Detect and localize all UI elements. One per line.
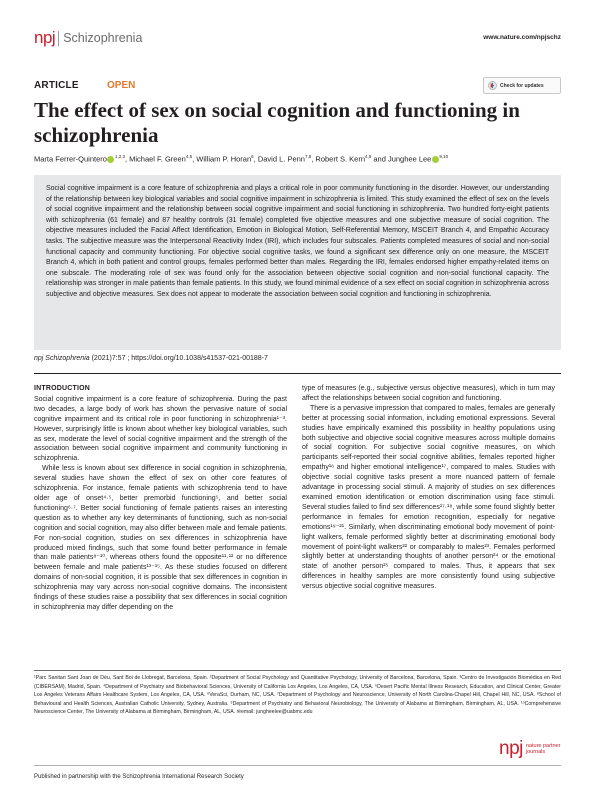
abstract-box <box>34 175 561 350</box>
orcid-icon[interactable] <box>432 156 439 163</box>
citation-journal: npj Schizophrenia <box>34 355 90 362</box>
author-name[interactable]: William P. Horan <box>196 154 252 164</box>
article-type-label: ARTICLE <box>34 80 79 91</box>
npj-footer-logo-mark: npj <box>499 738 523 759</box>
author-name[interactable]: Marta Ferrer-Quintero <box>34 154 107 164</box>
citation-line <box>34 355 268 362</box>
npj-logo-mark: npj <box>34 28 56 47</box>
introduction-heading: INTRODUCTION <box>34 385 91 392</box>
journal-header <box>34 28 561 48</box>
body-paragraph: type of measures (e.g., subjective versus objective measures), which in turn may affect the relationships between social cognition and functioning. <box>302 385 555 402</box>
section-divider <box>34 373 561 374</box>
check-updates-icon <box>488 81 497 90</box>
citation-doi-link[interactable]: (2021)7:57 ; https://doi.org/10.1038/s41537-021-00188-7 <box>89 355 268 362</box>
author-name[interactable]: David L. Penn <box>257 154 305 164</box>
author-name[interactable]: Michael F. Green <box>129 154 186 164</box>
article-title: The effect of sex on social cognition and functioning in schizophrenia <box>34 98 520 147</box>
journal-name: Schizophrenia <box>63 31 143 45</box>
orcid-icon[interactable] <box>107 156 114 163</box>
affiliations-footnote: ¹Parc Sanitari Sant Joan de Déu, Sant Boi de Llobregat, Barcelona, Spain. ²Department of Social Psychology and Quantitative Psychology, University of Barcelona, Barcelona, Spain. ³Centro de Investigación Biomédica en Red (CIBERSAM), Madrid, Spain. ⁴Department of Psychiatry and Biobehavioral Sciences, University of California Los Angeles, Los Angeles, CA, USA. ⁵Desert Pacific Mental Illness Research, Education, and Clinical Center, Greater Los Angeles Veterans Affairs Healthcare System, Los Angeles, CA, USA. ⁶VeraSci, Durham, NC, USA. ⁷Department of Psychology and Neuroscience, University of North Carolina-Chapel Hill, Chapel Hill, NC, USA. ⁸School of Behavioural and Health Sciences, Australian Catholic University, Sydney, Australia. ⁹Department of Psychiatry and Behavioral Neurobiology, The University of Alabama at Birmingham, Birmingham, AL, USA. ¹⁰Comprehensive Neuroscience Center, The University of Alabama at Birmingham, Birmingham, AL, USA. ✉email: jungheelee@uabmc.edu <box>34 675 561 716</box>
abstract-text: Social cognitive impairment is a core feature of schizophrenia and plays a critical role in poor community functioning in the disorder. However, our understanding of the relationship between key biological variables and social cognitive impairment in schizophrenia is limited. This study examined the effect of sex on the levels of social cognitive impairment and the relationship between social cognitive impairment and social functioning in schizophrenia. Two hundred forty-eight patients with schizophrenia (61 female) and 87 healthy controls (31 female) completed five objective measures and one subjective measure of social cognition. The objective measures included the Facial Affect Identification, Emotion in Biological Motion, Self-Referential Memory, MSCEIT Branch 4, and Empathic Accuracy tasks. The subjective measure was the Interpersonal Reactivity Index (IRI), which includes four subscales. Patients completed measures of social and non-social functional capacity and community functioning. For objective social cognitive tasks, we found a significant sex difference only on one measure, the MSCEIT Branch 4, which in both patient and control groups, females performed better than males. Regarding the IRI, females endorsed higher empathy-related items on one subscale. The moderating role of sex was found only for the association between objective social cognition and non-social functional capacity. The relationship was stronger in male patients than female patients. In this study, we found minimal evidence of a sex effect on social cognition in schizophrenia across subjective and objective measures. Sex does not appear to moderate the association between social cognition and functioning in schizophrenia. <box>46 185 549 298</box>
body-paragraph: While less is known about sex difference in social cognition in schizophrenia, several studies have shown the effect of sex on other core features of schizophrenia. For instance, female patients with schizophrenia tend to have older age of onset⁴·⁵, better premorbid functioning⁵, and better social functioning⁶·⁷. Better social functioning of female patients raises an interesting question as to whether any key determinants of functioning, such as non-social cognition and social cognition, may also differ between male and female patients. For non-social cognition, studies on sex differences in schizophrenia have produced mixed findings, such that some found better performance in female than male patients⁸⁻¹⁰, whereas others found the opposite¹¹·¹² or no difference between female and male patients¹³⁻¹⁵. As these studies focused on different domains of non-social cognition, it is possible that sex differences in cognition in schizophrenia may vary across non-social cognitive domains. The inconsistent findings of these studies raise a possibility that sex differences in social cognition in schizophrenia may differ depending on the <box>34 465 287 611</box>
body-column-left <box>34 384 287 613</box>
author-name[interactable]: Robert S. Kern <box>315 154 366 164</box>
published-in-partnership: Published in partnership with the Schizophrenia International Research Society <box>34 774 244 780</box>
body-column-right <box>302 384 555 592</box>
journal-brand[interactable] <box>34 28 142 48</box>
footer-divider <box>34 765 561 766</box>
logo-text-line: journals <box>525 749 546 755</box>
body-paragraph: There is a pervasive impression that compared to males, females are generally better at processing social information, including emotional expressions. Several studies have empirically examined this possibility in healthy populations using both subjective and objective social cognitive measures across multiple domains of social cognition. For subjective social cognitive measures, on which participants self-reported their social cognitive abilities, females reported higher empathy¹⁶ and higher emotional intelligence¹⁷, compared to males. Studies with objective social cognitive tasks present a more nuanced pattern of female advantage in processing social stimuli. A majority of studies on sex differences examined emotion identification or emotion discrimination using face stimuli. Several studies failed to find sex differences¹⁷·¹⁸, while some found slightly better performance in females for emotion recognition, especially for negative emotions¹⁹⁻²¹. Similarly, when discriminating emotional body movement of point-light walkers, female performed slightly better at discriminating emotional body movement of point-light walkers²² or comparably to males²³. Females performed slightly better at understanding thoughts of another person²⁴ or the emotional state of another person²⁵ compared to males. Thus, it appears that sex differences in healthy samples are more consistently found using subjective versus objective social cognitive measures. <box>302 404 555 591</box>
author-affiliation-marker: 4,5 <box>365 154 372 159</box>
author-affiliation-marker: 6 <box>251 154 254 159</box>
journal-url-link[interactable]: www.nature.com/npjschz <box>483 34 561 41</box>
npj-nature-partner-logo <box>499 738 561 760</box>
body-paragraph: Social cognitive impairment is a core feature of schizophrenia. During the past two decades, a large body of work has shown the pervasive nature of social cognitive impairment and its critical role in poor functioning in schizophrenia¹⁻³. However, surprisingly little is known about whether key biological variables, such as sex, moderate the level of social cognitive impairment and the strength of the association between social cognitive impairment and community functioning in schizophrenia. <box>34 395 287 463</box>
author-affiliation-marker: 4,5 <box>185 154 193 159</box>
check-updates-label: Check for updates <box>500 82 544 89</box>
check-for-updates-button[interactable] <box>483 77 561 94</box>
npj-footer-logo-text <box>526 743 561 755</box>
author-list: Marta Ferrer-Quintero $^{1,2,3}$, Michael F. Green$^{4,5}$, William P. Horan$^6$, David L. Penn$^{7,8}$, Robert S. Kern$^{4,5}$ and Junghee Lee $^{9,10}$ <box>34 154 449 164</box>
author-name[interactable]: Junghee Lee <box>387 154 432 164</box>
brand-divider <box>58 31 59 46</box>
author-affiliation-marker: 7,8 <box>304 154 312 159</box>
author-affiliation-marker: 9,10 <box>439 154 449 159</box>
footnote-divider <box>34 670 561 671</box>
logo-text-line: nature partner <box>525 743 561 749</box>
article-meta-row <box>34 80 561 94</box>
author-affiliation-marker: 1,2,3 <box>114 154 125 159</box>
open-access-badge: OPEN <box>107 80 136 91</box>
